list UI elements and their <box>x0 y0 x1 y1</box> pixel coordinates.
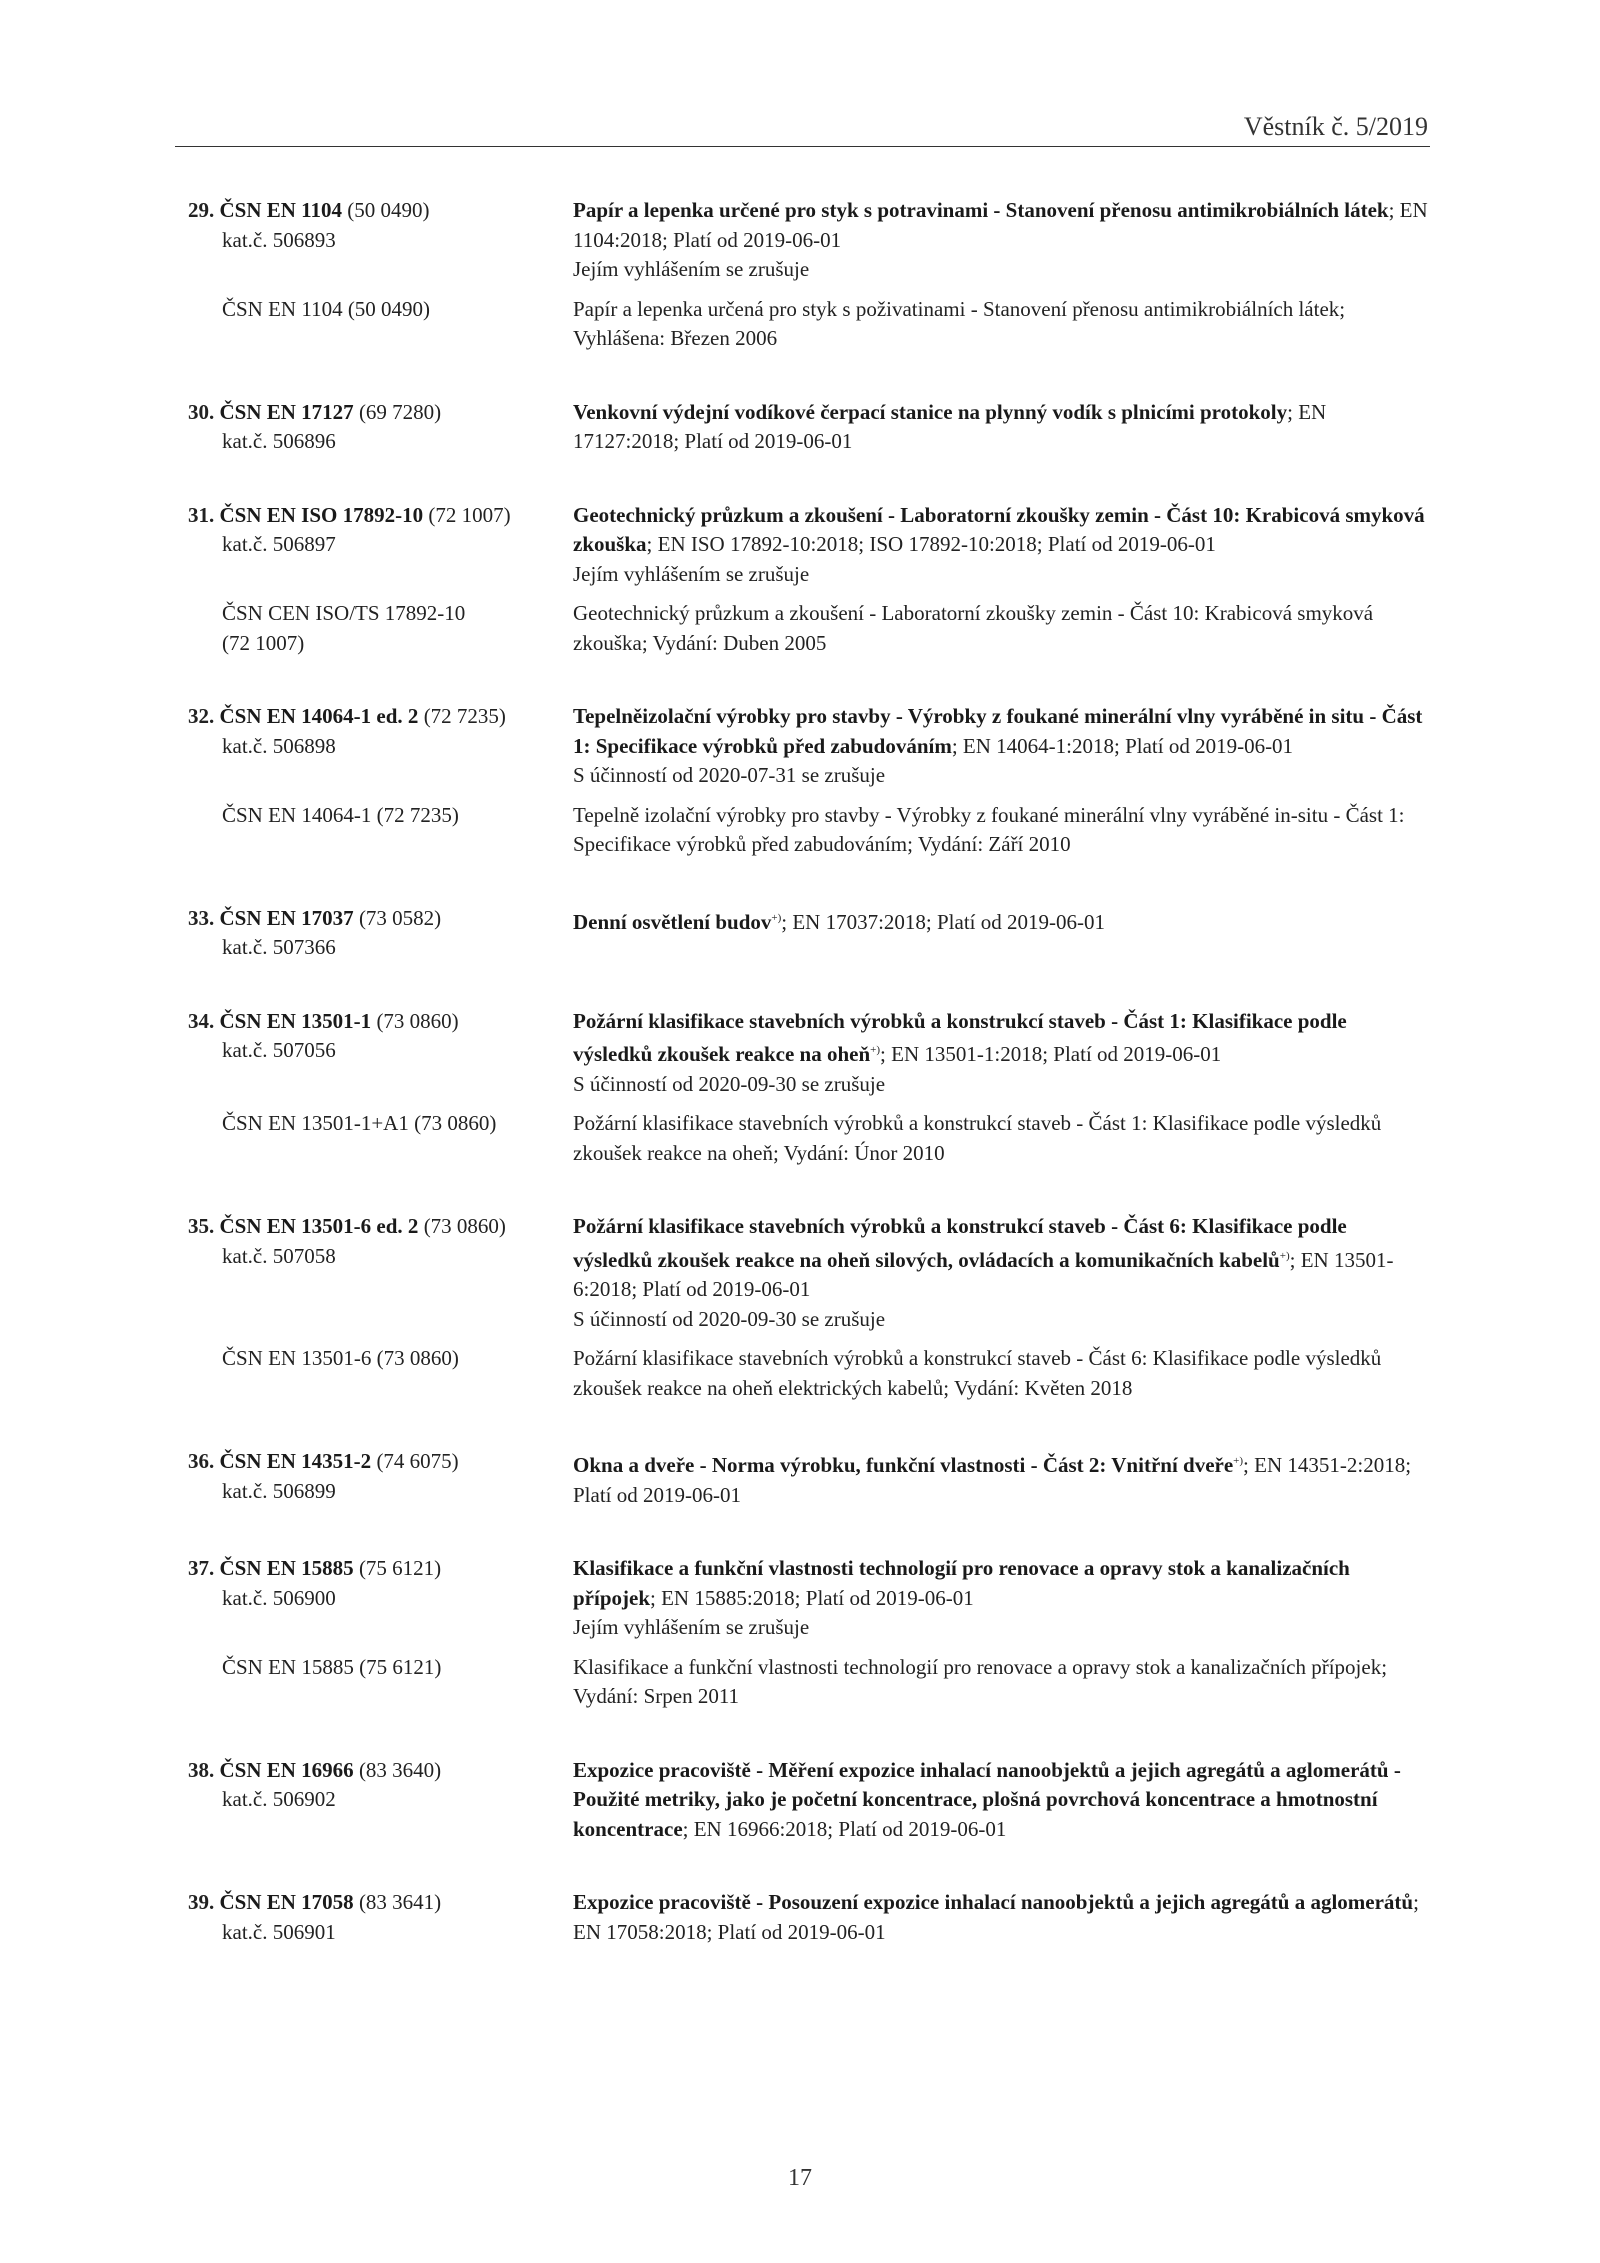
standard-description <box>573 904 1428 963</box>
standard-description <box>573 1212 1428 1334</box>
standard-validity: ; EN 15885:2018; Platí od 2019-06-01 <box>650 1585 974 1610</box>
replaced-standard-id <box>188 1099 573 1168</box>
replaced-standard-id <box>188 1643 573 1712</box>
entry-number: 34. <box>188 1008 215 1033</box>
catalog-number: kat.č. 506899 <box>222 1478 336 1503</box>
standard-id <box>188 196 573 285</box>
entry-number: 29. <box>188 198 215 222</box>
standard-code: ČSN EN 15885 <box>219 1556 354 1580</box>
entry-number: 38. <box>188 1757 215 1782</box>
classification-code: (69 7280) <box>358 399 442 424</box>
standard-entry <box>188 1212 1428 1403</box>
entry-number: 31. <box>188 502 215 527</box>
replaced-standard-code: ČSN CEN ISO/TS 17892-10 (72 1007) <box>222 601 466 655</box>
standard-id <box>188 1212 573 1334</box>
standard-description <box>573 1554 1428 1643</box>
standard-title: Denní osvětlení budov <box>573 909 772 934</box>
standard-entry <box>188 398 1428 457</box>
standard-validity: ; EN 1104:2018; Platí od 2019-06-01 <box>573 198 1428 252</box>
replaced-standard-code: ČSN EN 14064-1 (72 7235) <box>222 802 459 827</box>
classification-code: (83 3640) <box>358 1757 442 1782</box>
classification-code: (50 0490) <box>347 198 430 222</box>
standard-id <box>188 1554 573 1643</box>
standard-id <box>188 904 573 963</box>
catalog-number: kat.č. 507056 <box>222 1038 336 1062</box>
standard-title: Požární klasifikace stavebních výrobků a konstrukcí staveb - Část 6: Klasifikace podle výsledků zkoušek reakce na oheň silových, ovládacích a komunikačních kabelů <box>573 1214 1347 1272</box>
classification-code: (73 0860) <box>376 1008 459 1033</box>
standard-validity: ; EN 13501-1:2018; Platí od 2019-06-01 <box>880 1042 1222 1066</box>
standard-description <box>573 196 1428 285</box>
standard-id <box>188 1007 573 1100</box>
standard-id <box>188 1756 573 1845</box>
standard-entry <box>188 1554 1428 1712</box>
withdrawal-note: S účinností od 2020-07-31 se zrušuje <box>573 763 886 787</box>
replaced-standard-description: Tepelně izolační výrobky pro stavby - Výrobky z foukané minerální vlny vyráběné in-situ - Část 1: Specifikace výrobků před zabudováním; Vydání: Září 2010 <box>573 802 1405 856</box>
standard-code: ČSN EN 17037 <box>219 905 354 930</box>
standard-code: ČSN EN 13501-6 ed. 2 <box>219 1214 419 1238</box>
classification-code: (74 6075) <box>376 1449 459 1473</box>
standard-entry <box>188 702 1428 860</box>
standard-entry <box>188 196 1428 354</box>
replaced-standard-description: Klasifikace a funkční vlastnosti technologií pro renovace a opravy stok a kanalizačních přípojek; Vydání: Srpen 2011 <box>573 1654 1388 1708</box>
classification-code: (73 0860) <box>423 1214 506 1238</box>
standard-title: Klasifikace a funkční vlastnosti technologií pro renovace a opravy stok a kanalizačních přípojek <box>573 1556 1350 1610</box>
standard-entry <box>188 1888 1428 1947</box>
catalog-number: kat.č. 507366 <box>222 935 336 959</box>
catalog-number: kat.č. 506900 <box>222 1585 336 1610</box>
entry-number: 35. <box>188 1214 215 1238</box>
standard-code: ČSN EN ISO 17892-10 <box>219 502 424 527</box>
standard-entry <box>188 501 1428 659</box>
standard-title: Expozice pracoviště - Posouzení expozice inhalací nanoobjektů a jejich agregátů a aglomerátů <box>573 1890 1414 1914</box>
catalog-number: kat.č. 506898 <box>222 733 336 758</box>
standard-entry <box>188 1447 1428 1510</box>
footnote-mark: +) <box>771 911 782 924</box>
entry-number: 30. <box>188 399 215 424</box>
footnote-mark: +) <box>1279 1249 1290 1262</box>
replaced-standard-code: ČSN EN 15885 (75 6121) <box>222 1654 442 1679</box>
standard-validity: ; EN 17037:2018; Platí od 2019-06-01 <box>781 909 1105 934</box>
standard-title: Požární klasifikace stavebních výrobků a konstrukcí staveb - Část 1: Klasifikace podle výsledků zkoušek reakce na oheň <box>573 1008 1347 1066</box>
entry-number: 36. <box>188 1449 215 1473</box>
withdrawal-note: S účinností od 2020-09-30 se zrušuje <box>573 1071 886 1096</box>
replaced-standard-description: Geotechnický průzkum a zkoušení - Laboratorní zkoušky zemin - Část 10: Krabicová smyková zkouška; Vydání: Duben 2005 <box>573 601 1374 655</box>
classification-code: (72 1007) <box>428 502 511 527</box>
catalog-number: kat.č. 506896 <box>222 429 336 453</box>
standard-validity: ; EN 16966:2018; Platí od 2019-06-01 <box>682 1816 1007 1841</box>
replaced-standard-description: Papír a lepenka určená pro styk s poživatinami - Stanovení přenosu antimikrobiálních látek; Vyhlášena: Březen 2006 <box>573 296 1346 350</box>
standard-title: Expozice pracoviště - Měření expozice inhalací nanoobjektů a jejich agregátů a aglomerátů - Použité metriky, jako je početní koncentrace, plošná povrchová koncentrace a hmotnostní koncentrace <box>573 1757 1401 1841</box>
standard-code: ČSN EN 16966 <box>219 1757 354 1782</box>
standards-list <box>188 196 1428 1991</box>
withdrawal-note: Jejím vyhlášením se zrušuje <box>573 561 810 586</box>
standard-title: Venkovní výdejní vodíkové čerpací stanice na plynný vodík s plnicími protokoly <box>573 399 1288 424</box>
standard-description <box>573 398 1428 457</box>
standard-description <box>573 1447 1428 1510</box>
classification-code: (72 7235) <box>423 704 506 728</box>
standard-description <box>573 1007 1428 1100</box>
page-header <box>175 108 1430 147</box>
withdrawal-note: S účinností od 2020-09-30 se zrušuje <box>573 1306 886 1331</box>
standard-code: ČSN EN 1104 <box>219 198 343 222</box>
standard-description <box>573 1756 1428 1845</box>
withdrawal-note: Jejím vyhlášením se zrušuje <box>573 257 810 281</box>
catalog-number: kat.č. 506897 <box>222 532 336 556</box>
replaced-standard-id <box>188 285 573 354</box>
standard-id <box>188 501 573 590</box>
standard-title: Tepelněizolační výrobky pro stavby - Výrobky z foukané minerální vlny vyráběné in situ - Část 1: Specifikace výrobků před zabudováním <box>573 704 1423 758</box>
bulletin-title: Věstník č. 5/2019 <box>1243 112 1428 141</box>
page-number: 17 <box>788 2165 812 2191</box>
standard-validity: ; EN ISO 17892-10:2018; ISO 17892-10:2018; Platí od 2019-06-01 <box>646 532 1216 556</box>
standard-code: ČSN EN 17127 <box>219 399 354 424</box>
classification-code: (75 6121) <box>358 1556 442 1580</box>
standard-validity: ; EN 14064-1:2018; Platí od 2019-06-01 <box>951 733 1294 758</box>
standard-id <box>188 702 573 791</box>
withdrawal-note: Jejím vyhlášením se zrušuje <box>573 1615 810 1639</box>
standard-description <box>573 702 1428 791</box>
footnote-mark: +) <box>870 1044 881 1056</box>
classification-code: (73 0582) <box>358 905 442 930</box>
replaced-standard-description: Požární klasifikace stavebních výrobků a konstrukcí staveb - Část 1: Klasifikace podle výsledků zkoušek reakce na oheň; Vydání: Únor 2010 <box>573 1111 1382 1165</box>
catalog-number: kat.č. 507058 <box>222 1243 336 1268</box>
catalog-number: kat.č. 506901 <box>222 1919 336 1944</box>
replaced-standard-code: ČSN EN 13501-1+A1 (73 0860) <box>222 1111 497 1135</box>
replaced-standard-id <box>188 791 573 860</box>
standard-validity: ; EN 14351-2:2018; Platí od 2019-06-01 <box>573 1453 1412 1507</box>
replaced-standard-id <box>188 589 573 658</box>
standard-title: Okna a dveře - Norma výrobku, funkční vlastnosti - Část 2: Vnitřní dveře <box>573 1453 1234 1477</box>
entry-number: 32. <box>188 704 215 728</box>
replaced-standard-code: ČSN EN 1104 (50 0490) <box>222 296 431 321</box>
standard-id <box>188 398 573 457</box>
standard-title: Geotechnický průzkum a zkoušení - Laboratorní zkoušky zemin - Část 10: Krabicová smyková zkouška <box>573 502 1425 556</box>
entry-number: 37. <box>188 1556 215 1580</box>
classification-code: (83 3641) <box>358 1890 442 1914</box>
standard-title: Papír a lepenka určené pro styk s potravinami - Stanovení přenosu antimikrobiálních látek <box>573 198 1389 222</box>
standard-entry <box>188 904 1428 963</box>
standard-id <box>188 1888 573 1947</box>
standard-validity: ; EN 17127:2018; Platí od 2019-06-01 <box>573 399 1327 453</box>
standard-code: ČSN EN 14351-2 <box>219 1449 372 1473</box>
standard-code: ČSN EN 14064-1 ed. 2 <box>219 704 419 728</box>
standard-description <box>573 501 1428 590</box>
catalog-number: kat.č. 506893 <box>222 227 336 252</box>
standard-entry <box>188 1756 1428 1845</box>
standard-validity: ; EN 17058:2018; Platí od 2019-06-01 <box>573 1890 1419 1944</box>
replaced-standard-id <box>188 1334 573 1403</box>
standard-description <box>573 1888 1428 1947</box>
entry-number: 33. <box>188 905 215 930</box>
standard-entry <box>188 1007 1428 1169</box>
standard-id <box>188 1447 573 1510</box>
catalog-number: kat.č. 506902 <box>222 1787 336 1811</box>
footnote-mark: +) <box>1233 1455 1244 1467</box>
replaced-standard-code: ČSN EN 13501-6 (73 0860) <box>222 1346 459 1370</box>
standard-validity: ; EN 13501-6:2018; Platí od 2019-06-01 <box>573 1247 1394 1301</box>
entry-number: 39. <box>188 1890 215 1914</box>
standard-code: ČSN EN 13501-1 <box>219 1008 372 1033</box>
replaced-standard-description: Požární klasifikace stavebních výrobků a konstrukcí staveb - Část 6: Klasifikace podle výsledků zkoušek reakce na oheň elektrických kabelů; Vydání: Květen 2018 <box>573 1346 1382 1400</box>
standard-code: ČSN EN 17058 <box>219 1890 354 1914</box>
